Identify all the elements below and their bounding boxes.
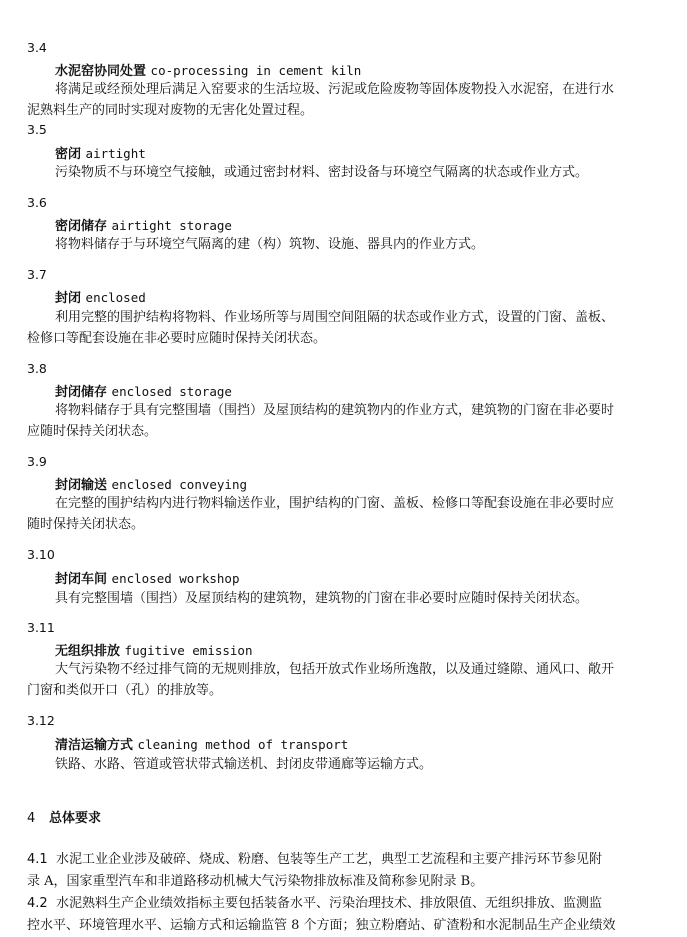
definition-line: 将满足或经预处理后满足入窑要求的生活垃圾、污泥或危险废物等固体废物投入水泥窑，在进行水 — [55, 82, 615, 97]
clause-number: 3.8 — [27, 361, 47, 376]
term-heading — [55, 143, 146, 162]
term-definition — [27, 659, 663, 701]
term-heading — [55, 640, 252, 659]
term-definition — [27, 79, 663, 121]
definition-line: 将物料储存于与环境空气隔离的建（构）筑物、设施、器具内的作业方式。 — [55, 237, 485, 252]
paragraph-line: 录 A，国家重型汽车和非道路移动机械大气污染物排放标准及简称参见附录 B。 — [27, 874, 484, 889]
paragraph-text: 水泥熟料生产企业绩效指标主要包括装备水平、污染治理技术、排放限值、无组织排放、监测监 — [55, 896, 602, 911]
paragraph-line — [27, 849, 663, 871]
term-cn: 封闭输送 — [55, 478, 108, 493]
term-en: enclosed workshop — [111, 571, 240, 586]
term-en: enclosed storage — [111, 384, 232, 399]
term-en: co-processing in cement kiln — [150, 63, 362, 78]
clause-paragraph — [27, 893, 663, 937]
definition-line: 具有完整围墙（围挡）及屋顶结构的建筑物，建筑物的门窗在非必要时应随时保持关闭状态。 — [55, 591, 589, 606]
definition-line: 门窗和类似开口（孔）的排放等。 — [27, 683, 223, 698]
clause-number: 3.4 — [27, 40, 47, 55]
term-cn: 水泥窑协同处置 — [55, 64, 147, 79]
term-definition — [27, 162, 663, 183]
definition-line: 将物料储存于具有完整围墙（围挡）及屋顶结构的建筑物内的作业方式，建筑物的门窗在非必要时 — [55, 403, 615, 418]
term-heading — [55, 568, 239, 587]
definition-line: 随时保持关闭状态。 — [27, 517, 145, 532]
term-definition — [27, 493, 663, 535]
clause-number: 3.7 — [27, 267, 47, 282]
term-heading — [55, 215, 232, 234]
term-heading — [55, 474, 247, 493]
section-title: 总体要求 — [49, 811, 102, 826]
paragraph-line: 控水平、环境管理水平、运输方式和运输监管 8 个方面；独立粉磨站、矿渣粉和水泥制品生产企业绩效 — [27, 918, 616, 933]
term-cn: 封闭 — [55, 291, 82, 306]
term-cn: 无组织排放 — [55, 644, 121, 659]
clause-number: 3.9 — [27, 454, 47, 469]
clause-number: 3.10 — [27, 547, 55, 562]
paragraph-text: 水泥工业企业涉及破碎、烧成、粉磨、包装等生产工艺，典型工艺流程和主要产排污环节参见附 — [55, 852, 602, 867]
term-cn: 密闭储存 — [55, 219, 108, 234]
term-cn: 密闭 — [55, 147, 82, 162]
definition-line: 污染物质不与环境空气接触，或通过密封材料、密封设备与环境空气隔离的状态或作业方式。 — [55, 165, 589, 180]
term-en: fugitive emission — [124, 643, 253, 658]
term-en: enclosed conveying — [111, 477, 248, 492]
term-definition — [27, 307, 663, 349]
clause-number: 3.12 — [27, 713, 55, 728]
definition-line: 铁路、水路、管道或管状带式输送机、封闭皮带通廊等运输方式。 — [55, 757, 433, 772]
clause-number: 3.5 — [27, 122, 47, 137]
clause-number: 4.1 — [27, 852, 48, 867]
term-definition — [27, 588, 663, 609]
definition-line: 泥熟料生产的同时实现对废物的无害化处置过程。 — [27, 103, 314, 118]
definition-line: 在完整的围护结构内进行物料输送作业，围护结构的门窗、盖板、检修口等配套设施在非必要时应 — [55, 496, 615, 511]
term-en: airtight — [85, 146, 146, 161]
definition-line: 检修口等配套设施在非必要时应随时保持关闭状态。 — [27, 331, 327, 346]
term-definition — [27, 754, 663, 775]
term-definition — [27, 400, 663, 442]
term-definition — [27, 234, 663, 255]
clause-paragraph — [27, 849, 663, 893]
term-en: airtight storage — [111, 218, 232, 233]
term-cn: 封闭储存 — [55, 385, 108, 400]
term-en: enclosed — [85, 290, 146, 305]
clause-number: 3.6 — [27, 195, 47, 210]
term-en: cleaning method of transport — [137, 737, 349, 752]
definition-line: 利用完整的围护结构将物料、作业场所等与周围空间阻隔的状态或作业方式，设置的门窗、盖板、 — [55, 310, 615, 325]
term-heading — [55, 381, 232, 400]
section-heading — [27, 807, 101, 826]
definition-line: 大气污染物不经过排气筒的无规则排放，包括开放式作业场所逸散，以及通过缝隙、通风口、敞开 — [55, 662, 615, 677]
paragraph-line — [27, 893, 663, 915]
term-cn: 封闭车间 — [55, 572, 108, 587]
clause-number: 4.2 — [27, 896, 48, 911]
term-heading — [55, 60, 361, 79]
clause-number: 3.11 — [27, 620, 55, 635]
definition-line: 应随时保持关闭状态。 — [27, 424, 158, 439]
term-cn: 清洁运输方式 — [55, 738, 134, 753]
term-heading — [55, 734, 348, 753]
section-number: 4 — [27, 811, 36, 826]
term-heading — [55, 287, 146, 306]
